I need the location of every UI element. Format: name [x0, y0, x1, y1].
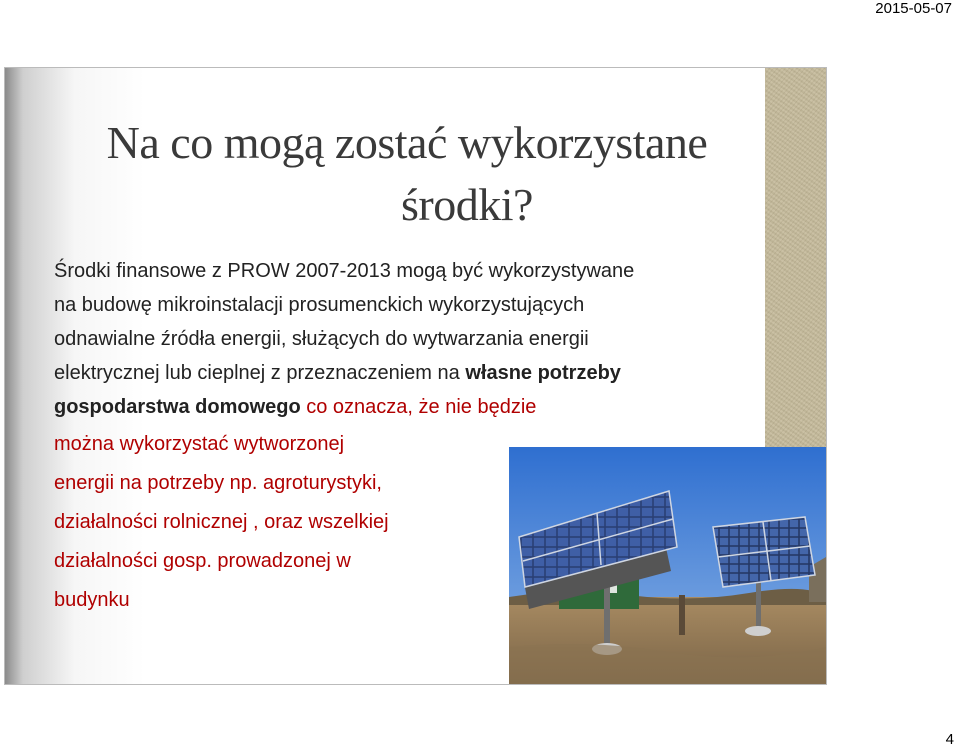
red-line: można wykorzystać wytworzonej	[54, 433, 345, 455]
body-line-2: na budowę mikroinstalacji prosumenckich wykorzystujących	[54, 294, 585, 316]
emphasis-own-needs: własne potrzeby	[465, 362, 621, 384]
page-number: 4	[945, 731, 954, 748]
red-note	[54, 425, 389, 620]
body-line-5-red: co oznacza, że nie będzie	[300, 396, 537, 418]
body-line-4	[54, 356, 774, 390]
body-line-3: odnawialne źródła energii, służących do wytwarzania energii	[54, 328, 589, 350]
body-line-1: Środki finansowe z PROW 2007-2013 mogą być wykorzystywane	[54, 260, 635, 282]
slide-date: 2015-05-07	[875, 0, 952, 17]
title-line-1: Na co mogą zostać wykorzystane	[106, 117, 708, 168]
body-line-5	[54, 390, 774, 424]
emphasis-household: gospodarstwa domowego	[54, 396, 301, 418]
solar-panels-photo	[509, 447, 826, 684]
title-line-2: środki?	[401, 179, 533, 230]
decorative-side-bar	[765, 68, 826, 450]
red-line: działalności gosp. prowadzonej w	[54, 550, 351, 572]
red-line: budynku	[54, 589, 130, 611]
slide-body	[54, 254, 774, 424]
red-line: energii na potrzeby np. agroturystyki,	[54, 472, 382, 494]
slide-title	[57, 112, 757, 236]
slide	[4, 67, 827, 685]
body-line-4-text: elektrycznej lub cieplnej z przeznaczeniem na	[54, 362, 466, 384]
red-line: działalności rolnicznej , oraz wszelkiej	[54, 511, 389, 533]
